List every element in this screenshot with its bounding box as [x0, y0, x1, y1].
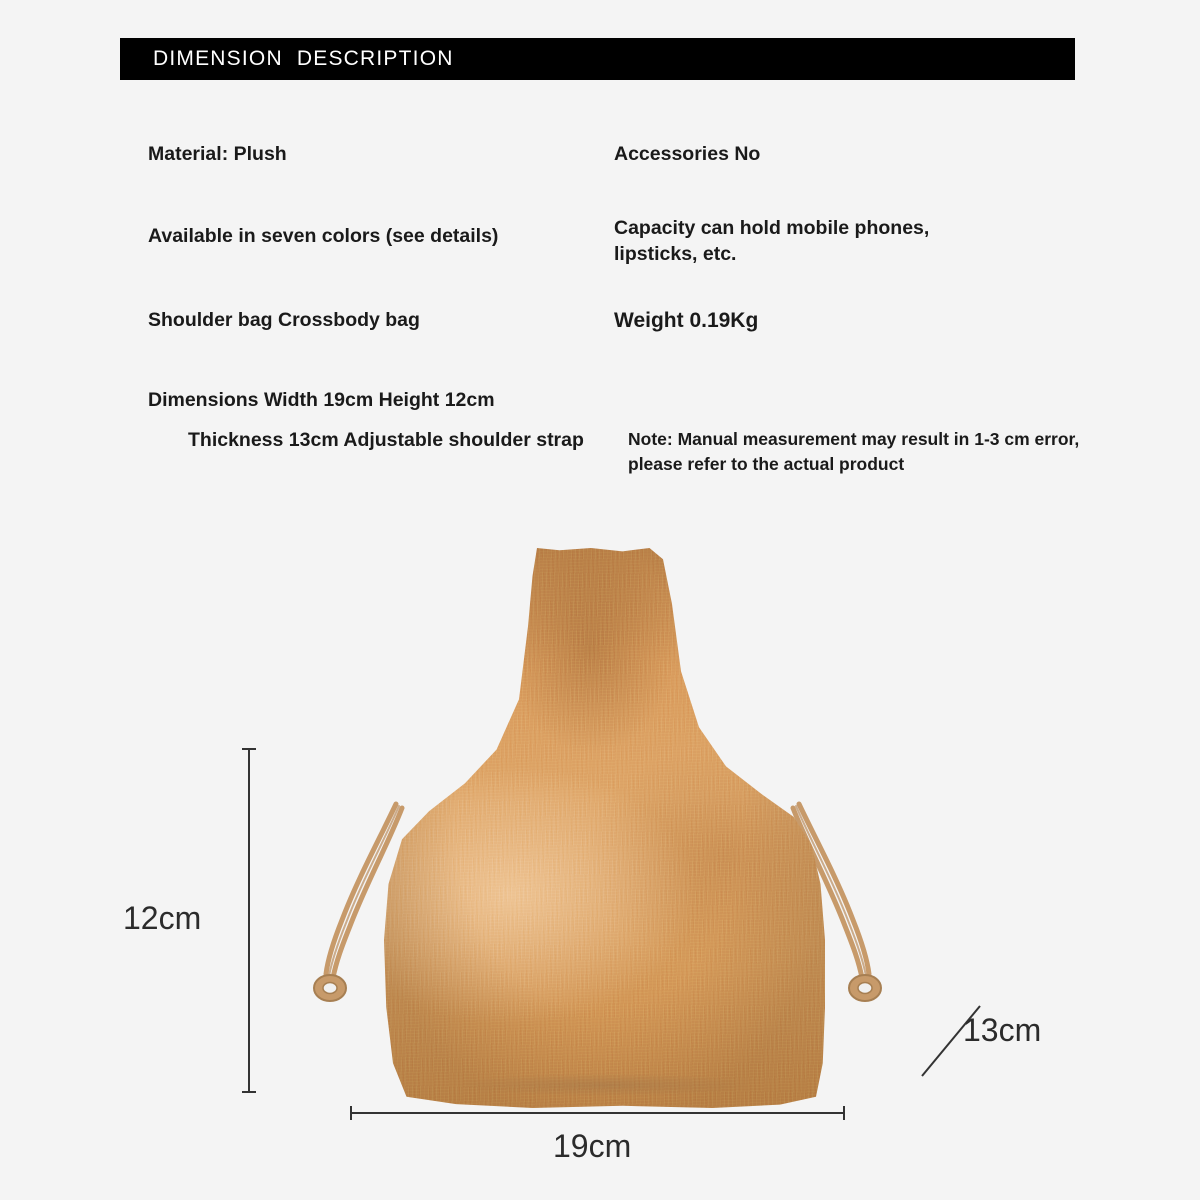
spec-material: Material: Plush — [148, 143, 287, 165]
plush-bucket-bag-illustration — [300, 548, 900, 1108]
bag-body — [375, 548, 825, 1108]
product-image-area — [0, 500, 1200, 1200]
measurement-note: Note: Manual measurement may result in 1-3 cm error, please refer to the actual product — [628, 429, 1080, 475]
spec-dimensions: Dimensions Width 19cm Height 12cm — [148, 389, 495, 411]
height-dimension-line — [248, 748, 250, 1093]
spec-thickness-strap: Thickness 13cm Adjustable shoulder strap — [188, 429, 584, 451]
spec-bag-type: Shoulder bag Crossbody bag — [148, 309, 420, 331]
width-dimension-label: 19cm — [553, 1128, 632, 1164]
bag-drop-shadow — [395, 1068, 815, 1102]
depth-dimension-label: 13cm — [963, 1012, 1042, 1048]
spec-accessories: Accessories No — [614, 143, 761, 165]
width-dimension-line — [350, 1112, 845, 1114]
spec-capacity: Capacity can hold mobile phones, lipsticks, etc. — [614, 217, 930, 266]
spec-colors: Available in seven colors (see details) — [148, 225, 499, 247]
page-title: DIMENSION DESCRIPTION — [153, 47, 454, 70]
specification-block — [0, 125, 1200, 505]
spec-weight: Weight 0.19Kg — [614, 309, 759, 332]
fur-texture — [375, 548, 825, 1108]
height-dimension-label: 12cm — [123, 900, 202, 936]
dimension-description-header — [120, 38, 1075, 80]
